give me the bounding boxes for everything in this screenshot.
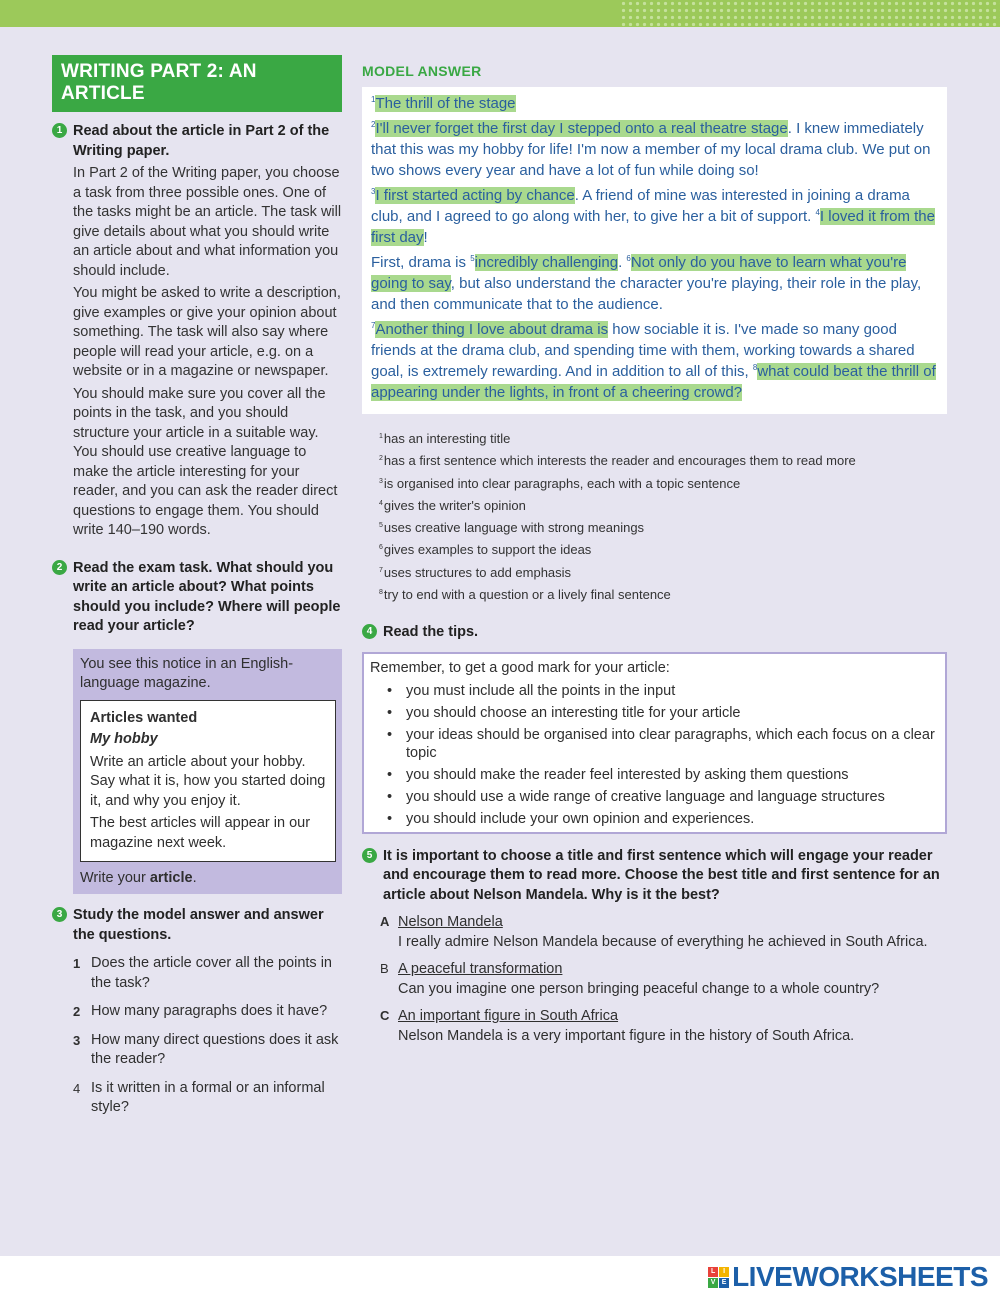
text-run: ! — [423, 229, 428, 246]
dot-pattern — [620, 0, 1000, 27]
list-item — [73, 954, 342, 993]
notice-footer-bold: article — [149, 870, 193, 886]
footnote-marker: 7 — [371, 321, 376, 330]
text-run: . — [618, 254, 627, 271]
list-text: Does the article cover all the points in the task? — [91, 955, 332, 991]
question-4 — [362, 623, 947, 643]
right-column — [362, 55, 947, 1054]
liveworksheets-logo[interactable] — [708, 1261, 988, 1293]
highlight: Not only do you have to learn what you're going to say — [371, 254, 907, 292]
footnote-number: 6 — [379, 544, 383, 552]
list-text: How many paragraphs does it have? — [91, 1003, 328, 1019]
text-run: First, drama is — [371, 254, 471, 271]
tip-item: • you must include all the points in the input — [370, 682, 939, 700]
model-paragraph — [371, 319, 939, 403]
footnote-number: 3 — [379, 477, 383, 485]
footnote-marker: 5 — [470, 254, 475, 263]
footnote-marker: 6 — [626, 254, 631, 263]
highlight: incredibly challenging — [474, 254, 619, 271]
logo-icon-cell: I — [719, 1267, 729, 1277]
question-title: Read the exam task. What should you write an article about? What points should you include? Where will people read your article? — [73, 559, 341, 634]
option-title: An important figure in South Africa — [398, 1008, 619, 1025]
footnote — [379, 495, 947, 517]
logo-text: LIVEWORKSHEETS — [732, 1261, 988, 1292]
option-letter: A — [380, 914, 390, 930]
exam-task-notice — [73, 649, 342, 895]
question-number-badge: 4 — [362, 624, 377, 639]
highlight: what could beat the thrill of appearing under the lights, in front of a cheering crowd? — [371, 363, 936, 401]
option-letter: C — [380, 1008, 390, 1024]
footnote-text: has a first sentence which interests the reader and encourages them to read more — [383, 453, 856, 469]
logo-icon — [708, 1267, 729, 1288]
question-number-badge: 1 — [52, 123, 67, 138]
list-item — [73, 1002, 342, 1022]
list-number: 1 — [73, 956, 81, 971]
footnote — [379, 517, 947, 539]
notice-footer-prefix: Write your — [80, 870, 150, 886]
text-run: how sociable it is. I've made so many good friends at the drama club, and spending time with them, working towards a shared goal, is extremely rewarding. And in addition to all of this, — [371, 321, 915, 380]
option-c[interactable] — [380, 1007, 947, 1046]
highlight: I'll never forget the first day I stepped onto a real theatre stage — [375, 120, 788, 137]
question-1 — [52, 122, 342, 541]
question-list — [73, 954, 342, 1118]
tips-intro: Remember, to get a good mark for your article: — [370, 659, 670, 676]
footnote-text: uses structures to add emphasis — [383, 564, 572, 580]
footnote — [379, 473, 947, 495]
footnote-marker: 1 — [371, 95, 376, 104]
question-title: It is important to choose a title and first sentence which will engage your reader and encourage them to read more. Choose the best title and first sentence for an article about Nelson Mandela. Why is it the best? — [383, 847, 940, 903]
list-item — [73, 1031, 342, 1070]
footnote-number: 7 — [379, 566, 383, 574]
footnote — [379, 428, 947, 450]
option-b[interactable] — [380, 960, 947, 999]
question-number-badge: 3 — [52, 907, 67, 922]
model-paragraph — [371, 118, 939, 181]
tip-item: • you should use a wide range of creative language and language structures — [370, 788, 939, 806]
question-5 — [362, 847, 947, 906]
footnote — [379, 562, 947, 584]
logo-icon-cell: V — [708, 1278, 718, 1288]
question-title: Read about the article in Part 2 of the Writing paper. — [73, 123, 330, 159]
model-answer-box — [362, 87, 947, 414]
question-title: Study the model answer and answer the questions. — [73, 907, 324, 943]
option-text: Nelson Mandela is a very important figure in the history of South Africa. — [398, 1027, 855, 1044]
tip-item: • your ideas should be organised into clear paragraphs, which each focus on a clear topic — [370, 726, 939, 762]
question-number-badge: 5 — [362, 848, 377, 863]
answer-options — [362, 913, 947, 1046]
top-banner — [0, 0, 1000, 27]
tip-item: • you should include your own opinion and experiences. — [370, 810, 939, 828]
footnote — [379, 584, 947, 606]
footer-bar — [0, 1256, 1000, 1294]
model-answer-heading: MODEL ANSWER — [362, 63, 482, 79]
paragraph: In Part 2 of the Writing paper, you choose a task from three possible ones. One of the tasks might be an article. The task will give details about what you should write an article about and what information you should include. — [73, 165, 342, 279]
footnote-text: uses creative language with strong meanings — [383, 520, 645, 536]
notice-subtitle: My hobby — [90, 730, 158, 747]
tips-box — [362, 652, 947, 834]
footnote-marker: 3 — [371, 187, 376, 196]
model-paragraph — [371, 185, 939, 248]
footnote — [379, 450, 947, 472]
paragraph: You might be asked to write a description, give examples or give your opinion about something. The task will also say where people will read your article, e.g. on a website or in a magazine or newspaper. — [73, 285, 341, 379]
highlight: I loved it from the first day — [371, 208, 935, 246]
notice-text: The best articles will appear in our magazine next week. — [90, 815, 311, 851]
highlight: The thrill of the stage — [375, 95, 516, 112]
paragraph: You should make sure you cover all the points in the task, and you should structure your article in a suitable way. You should use creative language to make the article interesting for your reader, and you can ask the reader direct questions to engage them. You should write 140–190 words. — [73, 385, 338, 538]
tips-list — [370, 682, 939, 828]
question-2 — [52, 559, 342, 637]
left-column — [52, 55, 342, 1127]
footnote-text: gives examples to support the ideas — [383, 542, 592, 558]
footnote-marker: 2 — [371, 120, 376, 129]
list-number: 2 — [73, 1004, 81, 1019]
notice-footer — [80, 868, 336, 888]
footnotes — [362, 428, 947, 606]
highlight: I first started acting by chance — [375, 187, 575, 204]
footnote-number: 5 — [379, 522, 383, 530]
model-paragraph — [371, 252, 939, 315]
footnote-text: try to end with a question or a lively final sentence — [383, 587, 671, 603]
list-item — [73, 1079, 342, 1118]
question-title: Read the tips. — [383, 624, 479, 641]
footnote-number: 2 — [379, 455, 383, 463]
list-text: How many direct questions does it ask the reader? — [91, 1031, 339, 1067]
logo-icon-cell: E — [719, 1278, 729, 1288]
footnote — [379, 539, 947, 561]
footnote-number: 4 — [379, 499, 383, 507]
option-a[interactable] — [380, 913, 947, 952]
text-run: . I knew immediately that this was my hobby for life! I'm now a member of my local drama club. We put on two shows every year and have a lot of fun while doing so! — [371, 120, 931, 179]
notice-intro: You see this notice in an English-language magazine. — [80, 655, 294, 691]
footnote-marker: 8 — [752, 363, 758, 372]
footnote-text: is organised into clear paragraphs, each with a topic sentence — [383, 475, 741, 491]
option-letter: B — [380, 961, 389, 977]
list-number: 4 — [73, 1080, 81, 1096]
footnote-number: 8 — [379, 589, 383, 597]
logo-icon-cell: L — [708, 1267, 718, 1277]
option-title: Nelson Mandela — [398, 914, 503, 931]
footnote-text: has an interesting title — [383, 431, 511, 446]
tip-item: • you should make the reader feel interested by asking them questions — [370, 766, 939, 784]
list-number: 3 — [73, 1032, 81, 1048]
question-number-badge: 2 — [52, 560, 67, 575]
option-title: A peaceful transformation — [398, 961, 563, 978]
notice-box — [80, 700, 336, 863]
highlight: Another thing I love about drama is — [375, 321, 609, 338]
list-text: Is it written in a formal or an informal style? — [91, 1079, 325, 1115]
option-text: I really admire Nelson Mandela because of everything he achieved in South Africa. — [398, 933, 928, 950]
model-title — [371, 93, 939, 114]
notice-title: Articles wanted — [90, 709, 198, 726]
footnote-text: gives the writer's opinion — [383, 497, 526, 513]
page-title: WRITING PART 2: AN ARTICLE — [52, 55, 342, 112]
text-run: , but also understand the character you're playing, their role in the play, and then communicate that to the audience. — [371, 275, 922, 313]
notice-text: Write an article about your hobby. Say what it is, how you started doing it, and why you enjoy it. — [90, 753, 326, 809]
tip-item: • you should choose an interesting title for your article — [370, 704, 939, 722]
footnote-number: 1 — [379, 433, 383, 440]
text-run: . A friend of mine was interested in joining a drama club, and I agreed to go along with her, to give her a bit of support. — [371, 187, 910, 225]
footnote-marker: 4 — [815, 208, 820, 217]
question-3 — [52, 906, 342, 1118]
option-text: Can you imagine one person bringing peaceful change to a whole country? — [398, 980, 880, 997]
notice-footer-suffix: . — [192, 870, 197, 886]
